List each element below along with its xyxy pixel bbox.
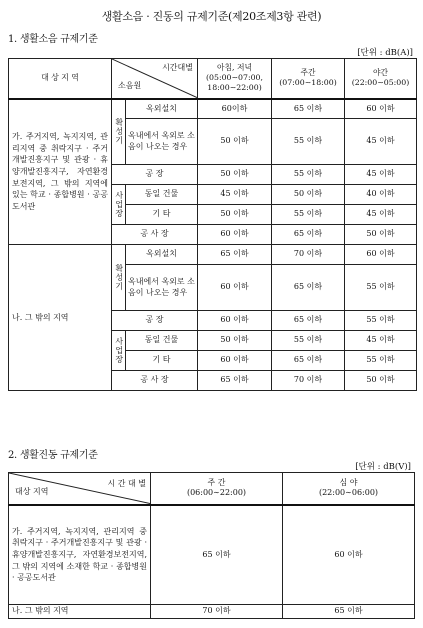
vibration-day-header: [151, 473, 283, 505]
vibration-day-time: (06:00∼22:00): [186, 488, 247, 498]
value-cell: 50 이하: [198, 205, 272, 225]
value-cell: 65 이하: [272, 311, 345, 331]
value-cell: 55 이하: [272, 165, 345, 185]
source-cell: 공 사 장: [112, 371, 198, 391]
vibration-header-row: [9, 473, 415, 505]
header-night: 야간 (22:00∼05:00): [345, 59, 417, 99]
category-loudspeaker: 확성기: [112, 99, 126, 165]
vibration-header-diagonal: [9, 473, 151, 505]
table-row: [9, 99, 417, 119]
vibration-unit: [단위 : dB(V)]: [355, 462, 411, 472]
header-time-label: 시간대별: [162, 63, 193, 72]
source-cell: 동일 건물: [126, 185, 198, 205]
value-cell: 60이하: [198, 99, 272, 119]
value-cell: 50 이하: [198, 119, 272, 165]
source-cell: 공 장: [112, 165, 198, 185]
noise-table: [8, 58, 417, 391]
value-cell: 45 이하: [345, 205, 417, 225]
vibration-time-label: 시 간 대 별: [107, 479, 146, 488]
value-cell: 70 이하: [272, 371, 345, 391]
value-cell: 60 이하: [345, 245, 417, 265]
value-cell: 55 이하: [345, 351, 417, 371]
value-cell: 60 이하: [198, 265, 272, 311]
category-business: 사업장: [112, 185, 126, 225]
vibration-region-b: 나. 그 밖의 지역: [9, 605, 151, 619]
source-cell: 옥외설치: [126, 99, 198, 119]
category-loudspeaker: 확성기: [112, 245, 126, 311]
value-cell: 65 이하: [198, 371, 272, 391]
value-cell: 65 이하: [283, 605, 415, 619]
vibration-night-label: 심 야: [339, 477, 358, 487]
vibration-night-time: (22:00∼06:00): [318, 488, 379, 498]
source-cell: 기 타: [126, 205, 198, 225]
table-row: [9, 605, 415, 619]
category-business: 사업장: [112, 331, 126, 371]
header-source-label: 소음원: [118, 81, 142, 91]
vibration-night-header: [283, 473, 415, 505]
source-cell: 옥외설치: [126, 245, 198, 265]
value-cell: 65 이하: [272, 225, 345, 245]
value-cell: 50 이하: [198, 165, 272, 185]
value-cell: 65 이하: [272, 265, 345, 311]
value-cell: 50 이하: [345, 225, 417, 245]
value-cell: 60 이하: [345, 99, 417, 119]
value-cell: 60 이하: [283, 505, 415, 605]
value-cell: 65 이하: [272, 99, 345, 119]
header-morning: 아침, 저녁 (05:00∼07:00, 18:00∼22:00): [198, 59, 272, 99]
noise-heading: 1. 생활소음 규제기준: [8, 34, 98, 45]
value-cell: 60 이하: [198, 311, 272, 331]
value-cell: 45 이하: [345, 165, 417, 185]
source-cell: 공 장: [112, 311, 198, 331]
table-row: [9, 245, 417, 265]
source-cell: 옥내에서 옥외로 소음이 나오는 경우: [126, 119, 198, 165]
value-cell: 55 이하: [345, 311, 417, 331]
header-diagonal-cell: [112, 59, 198, 99]
value-cell: 55 이하: [272, 205, 345, 225]
header-day: 주간 (07:00∼18:00): [272, 59, 345, 99]
vibration-day-label: 주 간: [207, 477, 226, 487]
value-cell: 65 이하: [272, 351, 345, 371]
vibration-table: [8, 472, 415, 619]
vibration-region-label: 대상 지역: [15, 487, 49, 497]
value-cell: 50 이하: [198, 331, 272, 351]
noise-unit: [단위 : dB(A)]: [357, 48, 413, 58]
noise-header-row: [9, 59, 417, 99]
value-cell: 45 이하: [345, 119, 417, 165]
value-cell: 65 이하: [151, 505, 283, 605]
source-cell: 동일 건물: [126, 331, 198, 351]
value-cell: 65 이하: [198, 245, 272, 265]
header-region: 대 상 지 역: [9, 59, 112, 99]
vibration-region-a: 가. 주거지역, 녹지지역, 관리지역 중 취락지구 · 주거개발진흥지구 및 관광 · 휴양개발진흥지구, 자연환경보전지역, 그 밖의 지역에 소재한 학교 · 종합병원 · 공공도서관: [9, 505, 151, 605]
vibration-heading: 2. 생활진동 규제기준: [8, 450, 98, 461]
value-cell: 50 이하: [272, 185, 345, 205]
value-cell: 60 이하: [198, 351, 272, 371]
source-cell: 공 사 장: [112, 225, 198, 245]
value-cell: 70 이하: [272, 245, 345, 265]
source-cell: 옥내에서 옥외로 소음이 나오는 경우: [126, 265, 198, 311]
region-b: 나. 그 밖의 지역: [9, 245, 112, 391]
value-cell: 45 이하: [198, 185, 272, 205]
value-cell: 55 이하: [345, 265, 417, 311]
page-title: 생활소음 · 진동의 규제기준(제20조제3항 관련): [101, 10, 322, 23]
value-cell: 70 이하: [151, 605, 283, 619]
value-cell: 60 이하: [198, 225, 272, 245]
value-cell: 45 이하: [345, 331, 417, 351]
value-cell: 55 이하: [272, 331, 345, 351]
value-cell: 40 이하: [345, 185, 417, 205]
value-cell: 50 이하: [345, 371, 417, 391]
region-a: 가. 주거지역, 녹지지역, 관리지역 중 취락지구 · 주거개발진흥지구 및 관광 · 휴양개발진흥지구, 자연환경보전지역, 그 밖의 지역에 있는 학교 · 종합병원 · 공공도서관: [9, 99, 112, 245]
source-cell: 기 타: [126, 351, 198, 371]
value-cell: 55 이하: [272, 119, 345, 165]
table-row: [9, 505, 415, 605]
